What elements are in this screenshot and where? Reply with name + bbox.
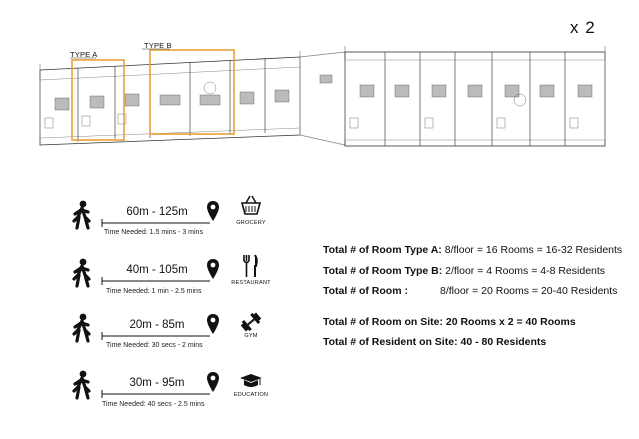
route-time: Time Needed: 1.5 mins - 3 mins	[104, 229, 203, 236]
fork-knife-icon	[242, 254, 260, 278]
floor-plan-right-wing	[345, 52, 605, 146]
stat-label: Total # of Room :	[323, 285, 408, 297]
stat-value: 8/floor = 16 Rooms = 16-32 Residents	[444, 244, 623, 256]
route-category: GYM	[244, 333, 258, 339]
route-line	[100, 219, 212, 227]
location-pin-icon	[206, 200, 220, 222]
site-room-total	[323, 316, 576, 328]
stat-value: 8/floor = 20 Rooms = 20-40 Residents	[440, 285, 618, 297]
stat-room-type-b	[323, 265, 605, 277]
route-line	[100, 332, 212, 340]
route-category: EDUCATION	[233, 392, 269, 398]
location-pin-icon	[206, 258, 220, 280]
route-line	[100, 390, 212, 398]
walking-person-icon	[70, 313, 94, 343]
stat-room-total	[323, 285, 408, 297]
route-time: Time Needed: 40 secs - 2.5 mins	[102, 401, 205, 408]
stat-label: Total # of Room Type A:	[323, 244, 442, 256]
multiplier-label: x 2	[570, 18, 596, 37]
route-distance: 30m - 95m	[129, 377, 185, 389]
route-category: RESTAURANT	[231, 280, 271, 286]
route-category: GROCERY	[236, 220, 266, 226]
floor-plan	[0, 0, 639, 170]
dumbbell-icon	[240, 312, 262, 332]
walking-person-icon	[70, 200, 94, 230]
route-distance: 40m - 105m	[126, 264, 188, 276]
location-pin-icon	[206, 371, 220, 393]
stat-room-type-a	[323, 244, 622, 256]
walking-person-icon	[70, 258, 94, 288]
route-time: Time Needed: 1 min - 2.5 mins	[106, 288, 202, 295]
grocery-basket-icon	[240, 194, 262, 216]
route-line	[100, 277, 212, 285]
stat-value: 2/floor = 4 Rooms = 4-8 Residents	[445, 265, 606, 277]
stat-label: Total # of Room Type B:	[323, 265, 443, 277]
route-distance: 60m - 125m	[126, 206, 188, 218]
route-time: Time Needed: 30 secs - 2 mins	[106, 342, 203, 349]
type-b-label: TYPE B	[144, 41, 172, 50]
site-stat-text: Total # of Room on Site: 20 Rooms x 2 = 40 Rooms	[323, 316, 576, 328]
location-pin-icon	[206, 313, 220, 335]
site-resident-total	[323, 336, 546, 348]
walking-person-icon	[70, 370, 94, 400]
route-distance: 20m - 85m	[129, 319, 185, 331]
type-a-label: TYPE A	[70, 50, 98, 59]
graduation-cap-icon	[239, 373, 263, 389]
site-stat-text: Total # of Resident on Site: 40 - 80 Residents	[323, 336, 547, 348]
